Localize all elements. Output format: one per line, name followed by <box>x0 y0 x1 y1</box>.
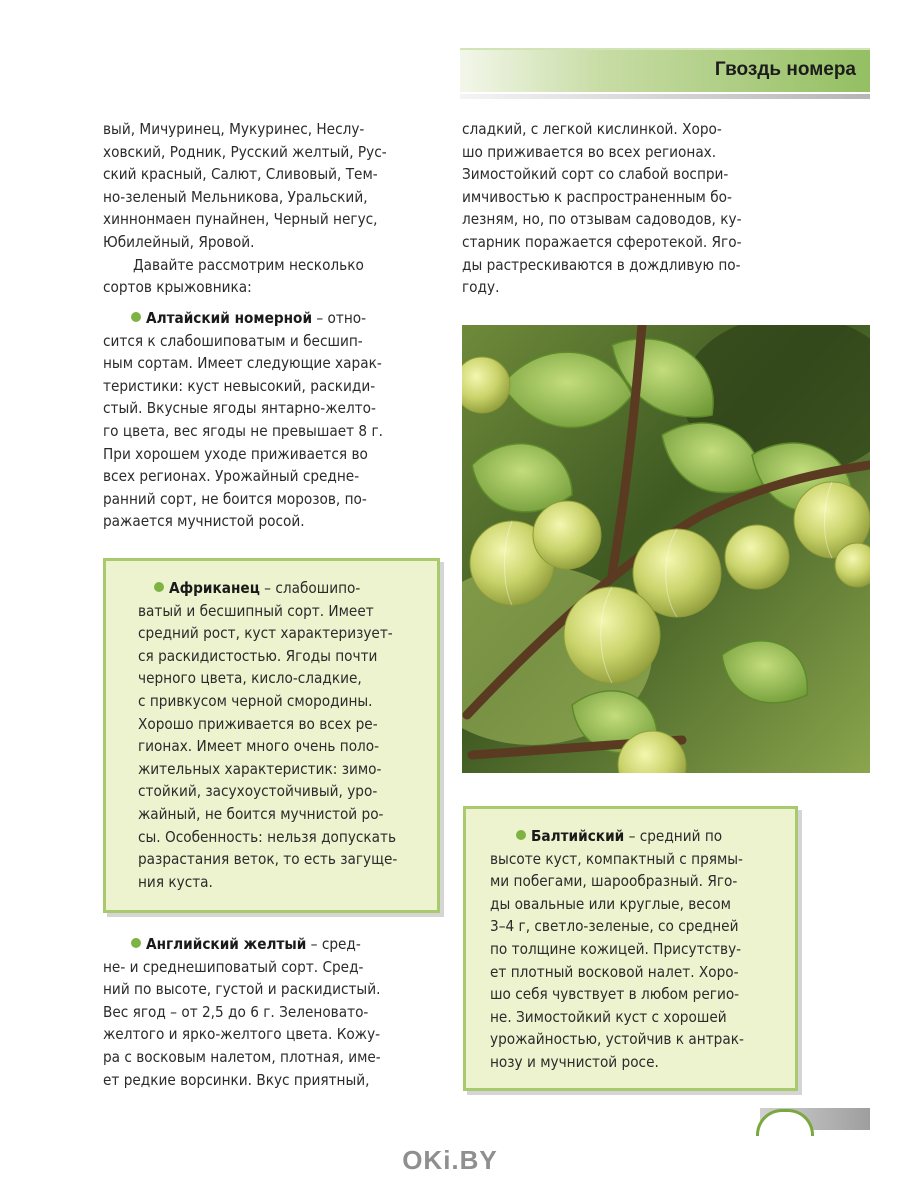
text-line: ет редкие ворсинки. Вкус приятный, <box>103 1070 370 1089</box>
text-line: не. Зимостойкий куст с хорошей <box>490 1007 727 1026</box>
text-line: Хорошо приживается во всех ре- <box>138 714 378 733</box>
section-header-bar <box>460 48 870 92</box>
variety-altai <box>103 307 443 533</box>
text-fragment: – отно- <box>312 309 367 327</box>
variety-first-line <box>490 825 787 848</box>
text-line: ся раскидистостью. Ягоды почти <box>138 646 378 665</box>
text-line: 3–4 г, светло-зеленые, со средней <box>490 917 739 936</box>
watermark-text: OKi.BY <box>402 1145 498 1175</box>
text-line: всех регионах. Урожайный средне- <box>103 467 360 486</box>
variety-first-line <box>138 577 427 600</box>
text-line: ды растрескиваются в дождливую по- <box>462 255 741 274</box>
text-line: ды овальные или круглые, весом <box>490 894 731 913</box>
text-line: ражается мучнистой росой. <box>103 512 305 531</box>
text-line: сы. Особенность: нельзя допускать <box>138 827 397 846</box>
text-line: стый. Вкусные ягоды янтарно-желто- <box>103 399 376 418</box>
text-line: средний рост, куст характеризует- <box>138 624 393 643</box>
text-line: ет плотный восковой налет. Хоро- <box>490 962 739 981</box>
variety-name: Алтайский номерной <box>146 309 313 327</box>
text-line: нозу и мучнистой росе. <box>490 1052 659 1071</box>
text-line: стойкий, засухоустойчивый, уро- <box>138 782 378 801</box>
text-line: ховский, Родник, Русский желтый, Рус- <box>103 142 387 161</box>
text-line: лезням, но, по отзывам садоводов, ку- <box>462 210 742 229</box>
variety-name: Балтийский <box>531 827 625 845</box>
text-line: ра с восковым налетом, плотная, име- <box>103 1047 381 1066</box>
text-line: шо приживается во всех регионах. <box>462 142 717 161</box>
text-line: но-зеленый Мельникова, Уральский, <box>103 187 368 206</box>
page-number-tab <box>760 1108 870 1130</box>
text-line: ния куста. <box>138 872 213 891</box>
text-line: ным сортам. Имеет следующие харак- <box>103 354 382 373</box>
text-line: ранний сорт, не боится морозов, по- <box>103 489 367 508</box>
text-line: го цвета, вес ягоды не превышает 8 г. <box>103 421 383 440</box>
bullet-icon <box>154 582 164 592</box>
bullet-icon <box>131 938 141 948</box>
text-line: ний по высоте, густой и раскидистый. <box>103 980 381 999</box>
text-line: гионах. Имеет много очень поло- <box>138 737 380 756</box>
text-line: шо себя чувствует в любом регио- <box>490 985 740 1004</box>
text-fragment: – слабошипо- <box>259 579 361 597</box>
text-line: Вес ягод – от 2,5 до 6 г. Зеленовато- <box>103 1002 369 1021</box>
text-line: При хорошем уходе приживается во <box>103 444 368 463</box>
text-line: не- и среднешиповатый сорт. Сред- <box>103 957 364 976</box>
text-line: черного цвета, кисло-сладкие, <box>138 669 362 688</box>
variety-first-line <box>103 933 443 956</box>
variety-african-box <box>103 558 440 913</box>
text-fragment: – сред- <box>306 935 361 953</box>
text-line: жительных характеристик: зимо- <box>138 759 382 778</box>
text-line: году. <box>462 278 500 297</box>
text-line: ский красный, Салют, Сливовый, Тем- <box>103 165 378 184</box>
text-line: теристики: куст невысокий, раскиди- <box>103 376 376 395</box>
bullet-icon <box>516 830 526 840</box>
gooseberry-photo <box>462 325 870 773</box>
text-line: разрастания веток, то есть загуще- <box>138 850 398 869</box>
text-line: имчивостью к распространенным бо- <box>462 187 732 206</box>
bullet-icon <box>131 312 141 322</box>
gooseberry-illustration <box>462 325 870 773</box>
text-line: сладкий, с легкой кислинкой. Хоро- <box>462 120 722 138</box>
text-line: хиннонмаен пунайнен, Черный негус, <box>103 210 378 229</box>
text-line: старник поражается сферотекой. Яго- <box>462 232 742 251</box>
text-line: Юбилейный, Яровой. <box>103 232 255 251</box>
text-line: ми побегами, шарообразный. Яго- <box>490 872 738 891</box>
text-line: вый, Мичуринец, Мукуринес, Неслу- <box>103 120 365 138</box>
variety-first-line <box>103 307 443 330</box>
variety-baltic-box <box>463 806 798 1091</box>
text-line: сится к слабошиповатым и бесшип- <box>103 331 363 350</box>
variety-name: Африканец <box>169 579 260 597</box>
text-line: по толщине кожицей. Присутству- <box>490 939 742 958</box>
text-line: Зимостойкий сорт со слабой воспри- <box>462 165 729 184</box>
variety-english-yellow <box>103 933 443 1091</box>
text-line: сортов крыжовника: <box>103 278 252 297</box>
text-line: с привкусом черной смородины. <box>138 691 373 710</box>
text-fragment: – средний по <box>624 827 723 845</box>
text-line: Давайте рассмотрим несколько <box>133 255 364 274</box>
variety-name: Английский желтый <box>146 935 307 953</box>
right-column-text <box>462 118 807 299</box>
text-line: жайный, не боится мучнистой ро- <box>138 804 384 823</box>
text-line: урожайностью, устойчив к антрак- <box>490 1030 744 1049</box>
text-line: желтого и ярко-желтого цвета. Кожу- <box>103 1025 381 1044</box>
section-title: Гвоздь номера <box>714 59 856 80</box>
text-line: ватый и бесшипный сорт. Имеет <box>138 601 374 620</box>
text-line: высоте куст, компактный с прямы- <box>490 849 743 868</box>
left-intro-text <box>103 118 443 299</box>
